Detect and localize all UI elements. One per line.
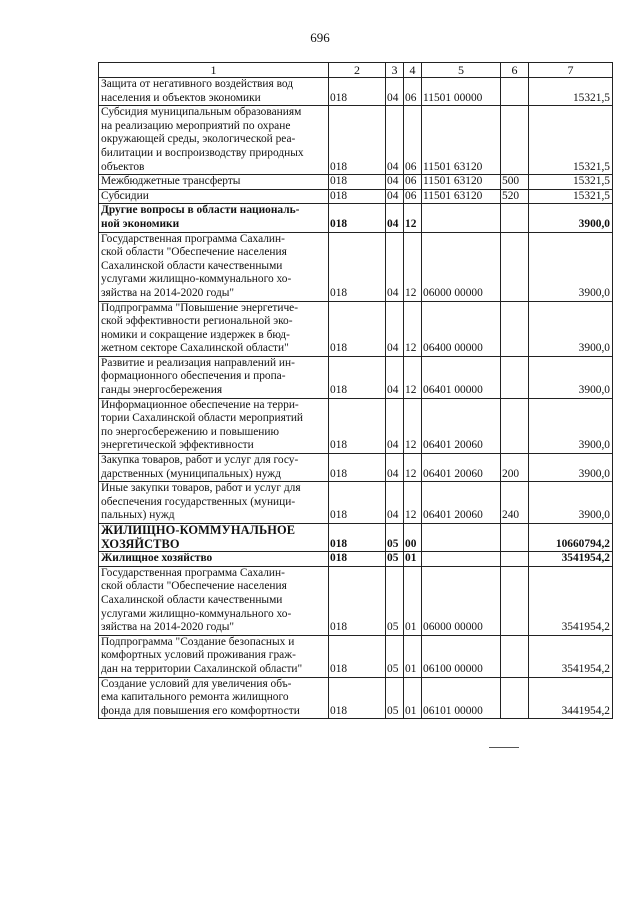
ministry-code-cell: 018 xyxy=(329,524,386,552)
article-code-cell: 11501 63120 xyxy=(422,106,501,175)
ministry-code-cell: 018 xyxy=(329,398,386,453)
expense-type-cell xyxy=(501,524,529,552)
table-row xyxy=(99,175,613,190)
amount-cell: 3900,0 xyxy=(529,398,613,453)
article-code-cell: 06400 00000 xyxy=(422,301,501,356)
section-code-cell: 04 xyxy=(386,189,404,204)
expense-type-cell xyxy=(501,232,529,301)
expense-type-cell: 200 xyxy=(501,454,529,482)
expense-type-cell xyxy=(501,552,529,567)
table-row xyxy=(99,301,613,356)
ministry-code-cell: 018 xyxy=(329,482,386,524)
stray-mark xyxy=(489,747,519,748)
row-name-cell: Информационное обеспечение на терри- тории Сахалинской области мероприятий по энергосбережению и повышению энергетической эффективности xyxy=(99,398,329,453)
row-name-cell: Межбюджетные трансферты xyxy=(99,175,329,190)
amount-cell: 3900,0 xyxy=(529,301,613,356)
header-cell: 2 xyxy=(329,63,386,78)
section-code-cell: 05 xyxy=(386,524,404,552)
expense-type-cell xyxy=(501,356,529,398)
amount-cell: 3900,0 xyxy=(529,204,613,232)
subsection-code-cell: 06 xyxy=(404,189,422,204)
ministry-code-cell: 018 xyxy=(329,677,386,719)
header-cell: 1 xyxy=(99,63,329,78)
ministry-code-cell: 018 xyxy=(329,566,386,635)
section-code-cell: 04 xyxy=(386,175,404,190)
ministry-code-cell: 018 xyxy=(329,204,386,232)
amount-cell: 3541954,2 xyxy=(529,566,613,635)
expense-type-cell xyxy=(501,398,529,453)
table-row xyxy=(99,78,613,106)
amount-cell: 15321,5 xyxy=(529,189,613,204)
expense-type-cell xyxy=(501,677,529,719)
article-code-cell: 06401 20060 xyxy=(422,398,501,453)
table-row xyxy=(99,524,613,552)
amount-cell: 15321,5 xyxy=(529,106,613,175)
ministry-code-cell: 018 xyxy=(329,189,386,204)
amount-cell: 3900,0 xyxy=(529,482,613,524)
row-name-cell: Жилищное хозяйство xyxy=(99,552,329,567)
article-code-cell: 06401 20060 xyxy=(422,454,501,482)
section-code-cell: 04 xyxy=(386,301,404,356)
section-code-cell: 04 xyxy=(386,356,404,398)
row-name-cell: Закупка товаров, работ и услуг для госу- дарственных (муниципальных) нужд xyxy=(99,454,329,482)
amount-cell: 3900,0 xyxy=(529,356,613,398)
ministry-code-cell: 018 xyxy=(329,175,386,190)
row-name-cell: Развитие и реализация направлений ин- формационного обеспечения и пропа- ганды энергосбережения xyxy=(99,356,329,398)
ministry-code-cell: 018 xyxy=(329,356,386,398)
expense-type-cell: 520 xyxy=(501,189,529,204)
section-code-cell: 04 xyxy=(386,106,404,175)
section-code-cell: 05 xyxy=(386,635,404,677)
article-code-cell xyxy=(422,204,501,232)
section-code-cell: 05 xyxy=(386,552,404,567)
subsection-code-cell: 06 xyxy=(404,106,422,175)
subsection-code-cell: 01 xyxy=(404,566,422,635)
article-code-cell: 11501 00000 xyxy=(422,78,501,106)
ministry-code-cell: 018 xyxy=(329,552,386,567)
article-code-cell: 06401 00000 xyxy=(422,356,501,398)
amount-cell: 15321,5 xyxy=(529,78,613,106)
page-number: 696 xyxy=(310,30,330,45)
row-name-cell: Защита от негативного воздействия вод населения и объектов экономики xyxy=(99,78,329,106)
article-code-cell: 06100 00000 xyxy=(422,635,501,677)
row-name-cell: Государственная программа Сахалин- ской области "Обеспечение населения Сахалинской области качественными услугами жилищно-коммунального хо- зяйства на 2014-2020 годы" xyxy=(99,566,329,635)
expense-type-cell xyxy=(501,78,529,106)
article-code-cell: 06401 20060 xyxy=(422,482,501,524)
subsection-code-cell: 12 xyxy=(404,301,422,356)
amount-cell: 3900,0 xyxy=(529,454,613,482)
row-name-cell: Субсидия муниципальным образованиям на реализацию мероприятий по охране окружающей среды, экологической реа- билитации и воспроизводству природных объектов xyxy=(99,106,329,175)
subsection-code-cell: 12 xyxy=(404,204,422,232)
row-name-cell: Другие вопросы в области националь- ной экономики xyxy=(99,204,329,232)
ministry-code-cell: 018 xyxy=(329,232,386,301)
amount-cell: 3900,0 xyxy=(529,232,613,301)
header-cell: 7 xyxy=(529,63,613,78)
table-row xyxy=(99,189,613,204)
row-name-cell: Подпрограмма "Создание безопасных и комфортных условий проживания граж- дан на территории Сахалинской области" xyxy=(99,635,329,677)
article-code-cell: 06000 00000 xyxy=(422,566,501,635)
subsection-code-cell: 01 xyxy=(404,677,422,719)
section-code-cell: 04 xyxy=(386,454,404,482)
amount-cell: 3541954,2 xyxy=(529,552,613,567)
section-code-cell: 04 xyxy=(386,78,404,106)
amount-cell: 15321,5 xyxy=(529,175,613,190)
ministry-code-cell: 018 xyxy=(329,78,386,106)
row-name-cell: Создание условий для увеличения объ- ема капитального ремонта жилищного фонда для повышения его комфортности xyxy=(99,677,329,719)
section-code-cell: 05 xyxy=(386,677,404,719)
ministry-code-cell: 018 xyxy=(329,106,386,175)
subsection-code-cell: 01 xyxy=(404,635,422,677)
header-cell: 5 xyxy=(422,63,501,78)
section-code-cell: 04 xyxy=(386,204,404,232)
table-header-row xyxy=(99,63,613,78)
ministry-code-cell: 018 xyxy=(329,635,386,677)
subsection-code-cell: 06 xyxy=(404,78,422,106)
ministry-code-cell: 018 xyxy=(329,301,386,356)
row-name-cell: Государственная программа Сахалин- ской области "Обеспечение населения Сахалинской области качественными услугами жилищно-коммунального хо- зяйства на 2014-2020 годы" xyxy=(99,232,329,301)
subsection-code-cell: 12 xyxy=(404,398,422,453)
article-code-cell xyxy=(422,552,501,567)
subsection-code-cell: 12 xyxy=(404,482,422,524)
expense-type-cell: 240 xyxy=(501,482,529,524)
amount-cell: 3441954,2 xyxy=(529,677,613,719)
expense-type-cell xyxy=(501,204,529,232)
section-code-cell: 04 xyxy=(386,398,404,453)
section-code-cell: 04 xyxy=(386,482,404,524)
subsection-code-cell: 06 xyxy=(404,175,422,190)
budget-table xyxy=(98,62,613,719)
table-row xyxy=(99,454,613,482)
article-code-cell xyxy=(422,524,501,552)
article-code-cell: 11501 63120 xyxy=(422,189,501,204)
amount-cell: 3541954,2 xyxy=(529,635,613,677)
expense-type-cell xyxy=(501,566,529,635)
table-row xyxy=(99,106,613,175)
subsection-code-cell: 01 xyxy=(404,552,422,567)
section-code-cell: 04 xyxy=(386,232,404,301)
table-row xyxy=(99,635,613,677)
subsection-code-cell: 00 xyxy=(404,524,422,552)
amount-cell: 10660794,2 xyxy=(529,524,613,552)
ministry-code-cell: 018 xyxy=(329,454,386,482)
table-row xyxy=(99,677,613,719)
row-name-cell: Иные закупки товаров, работ и услуг для обеспечения государственных (муници- пальных) нужд xyxy=(99,482,329,524)
article-code-cell: 06000 00000 xyxy=(422,232,501,301)
row-name-cell: Подпрограмма "Повышение энергетиче- ской эффективности региональной эко- номики и сокращение издержек в бюд- жетном секторе Сахалинской области" xyxy=(99,301,329,356)
article-code-cell: 06101 00000 xyxy=(422,677,501,719)
table-row xyxy=(99,552,613,567)
subsection-code-cell: 12 xyxy=(404,232,422,301)
table-row xyxy=(99,232,613,301)
subsection-code-cell: 12 xyxy=(404,356,422,398)
section-code-cell: 05 xyxy=(386,566,404,635)
table-row xyxy=(99,356,613,398)
subsection-code-cell: 12 xyxy=(404,454,422,482)
table-row xyxy=(99,204,613,232)
expense-type-cell xyxy=(501,106,529,175)
row-name-cell: Субсидии xyxy=(99,189,329,204)
row-name-cell: ЖИЛИЩНО-КОММУНАЛЬНОЕ ХОЗЯЙСТВО xyxy=(99,524,329,552)
table-row xyxy=(99,482,613,524)
expense-type-cell: 500 xyxy=(501,175,529,190)
table-row xyxy=(99,566,613,635)
expense-type-cell xyxy=(501,635,529,677)
expense-type-cell xyxy=(501,301,529,356)
header-cell: 3 xyxy=(386,63,404,78)
header-cell: 6 xyxy=(501,63,529,78)
header-cell: 4 xyxy=(404,63,422,78)
article-code-cell: 11501 63120 xyxy=(422,175,501,190)
table-row xyxy=(99,398,613,453)
